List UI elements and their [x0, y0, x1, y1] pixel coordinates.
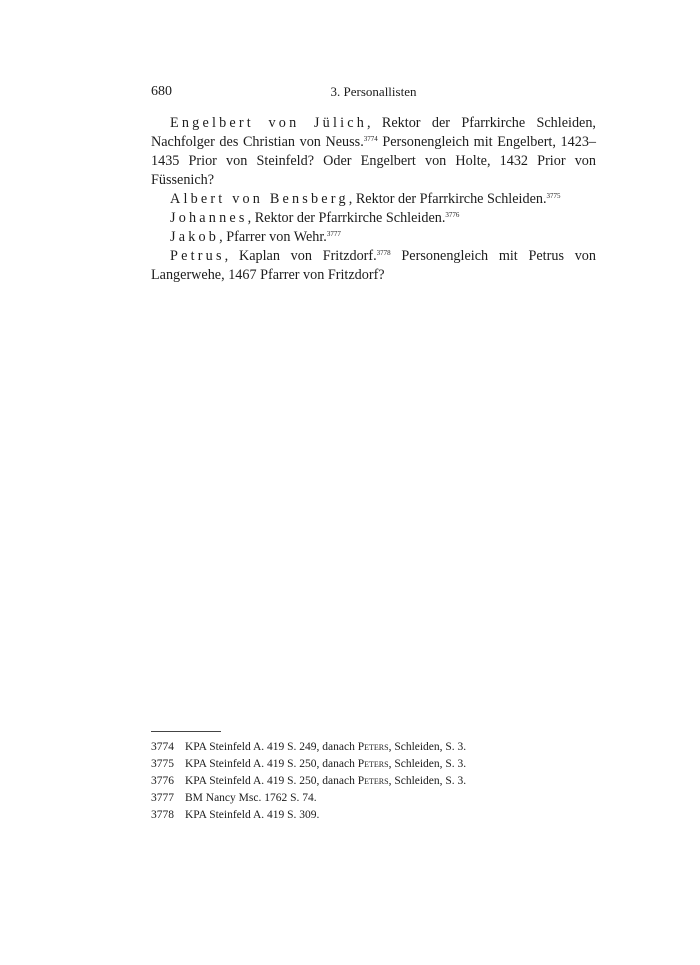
- footnote-text: BM Nancy Msc. 1762 S. 74.: [185, 792, 317, 804]
- footnote-author: Peters: [357, 758, 389, 770]
- list-entry: [151, 247, 596, 285]
- list-entry: [151, 228, 596, 247]
- person-name: Engelbert von Jülich: [170, 115, 368, 131]
- footnote-text: KPA Steinfeld A. 419 S. 309.: [185, 809, 320, 821]
- footnote-item: [151, 739, 596, 756]
- running-head: 3. Personallisten: [330, 84, 417, 99]
- footnote-number: 3774: [151, 741, 174, 753]
- person-name: Johannes: [170, 210, 248, 226]
- personnel-list: [151, 114, 596, 285]
- footnote-ref[interactable]: 3776: [445, 211, 460, 219]
- footnote-divider: [151, 731, 221, 732]
- footnote-item: [151, 756, 596, 773]
- footnote-number: 3776: [151, 775, 174, 787]
- footnote-item: [151, 773, 596, 790]
- footnote-item: [151, 790, 596, 807]
- person-name: Petrus: [170, 248, 225, 264]
- person-name: Albert von Bensberg: [170, 191, 349, 207]
- list-entry: [151, 114, 596, 190]
- footnote-ref[interactable]: 3774: [363, 135, 378, 143]
- footnote-author: Peters: [357, 775, 389, 787]
- footnote-author: Peters: [357, 741, 389, 753]
- entry-text-continued: Personengleich mit Petrus von Langerwehe, 1467 Pfarrer von Fritzdorf?: [151, 248, 596, 283]
- footnote-ref[interactable]: 3778: [376, 249, 391, 257]
- page-number: 680: [151, 84, 172, 99]
- footnote-text: KPA Steinfeld A. 419 S. 250, danach: [185, 758, 358, 770]
- footnote-text: KPA Steinfeld A. 419 S. 249, danach: [185, 741, 358, 753]
- entry-text-continued: Personengleich mit Engelbert, 1423–1435 Prior von Steinfeld? Oder Engelbert von Holte, 1432 Prior von Füssenich?: [151, 134, 597, 188]
- entry-text: , Rektor der Pfarrkirche Schleiden, Nachfolger des Christian von Neuss.: [151, 115, 596, 150]
- entry-text: , Rektor der Pfarrkirche Schleiden.: [348, 191, 547, 207]
- footnote-text-end: , Schleiden, S. 3.: [388, 758, 467, 770]
- entry-text: , Kaplan von Fritzdorf.: [224, 248, 377, 264]
- footnote-ref[interactable]: 3775: [546, 192, 561, 200]
- footnote-text-end: , Schleiden, S. 3.: [388, 741, 467, 753]
- footnote-number: 3775: [151, 758, 174, 770]
- entry-text: , Pfarrer von Wehr.: [219, 229, 327, 245]
- footnote-item: [151, 807, 596, 824]
- footnote-ref[interactable]: 3777: [326, 230, 341, 238]
- list-entry: [151, 209, 596, 228]
- footnote-text-end: , Schleiden, S. 3.: [388, 775, 467, 787]
- footnote-number: 3778: [151, 809, 174, 821]
- entry-text: , Rektor der Pfarrkirche Schleiden.: [247, 210, 446, 226]
- footnotes: [151, 739, 596, 824]
- person-name: Jakob: [170, 229, 220, 245]
- list-entry: [151, 190, 596, 209]
- footnote-text: KPA Steinfeld A. 419 S. 250, danach: [185, 775, 358, 787]
- footnote-number: 3777: [151, 792, 174, 804]
